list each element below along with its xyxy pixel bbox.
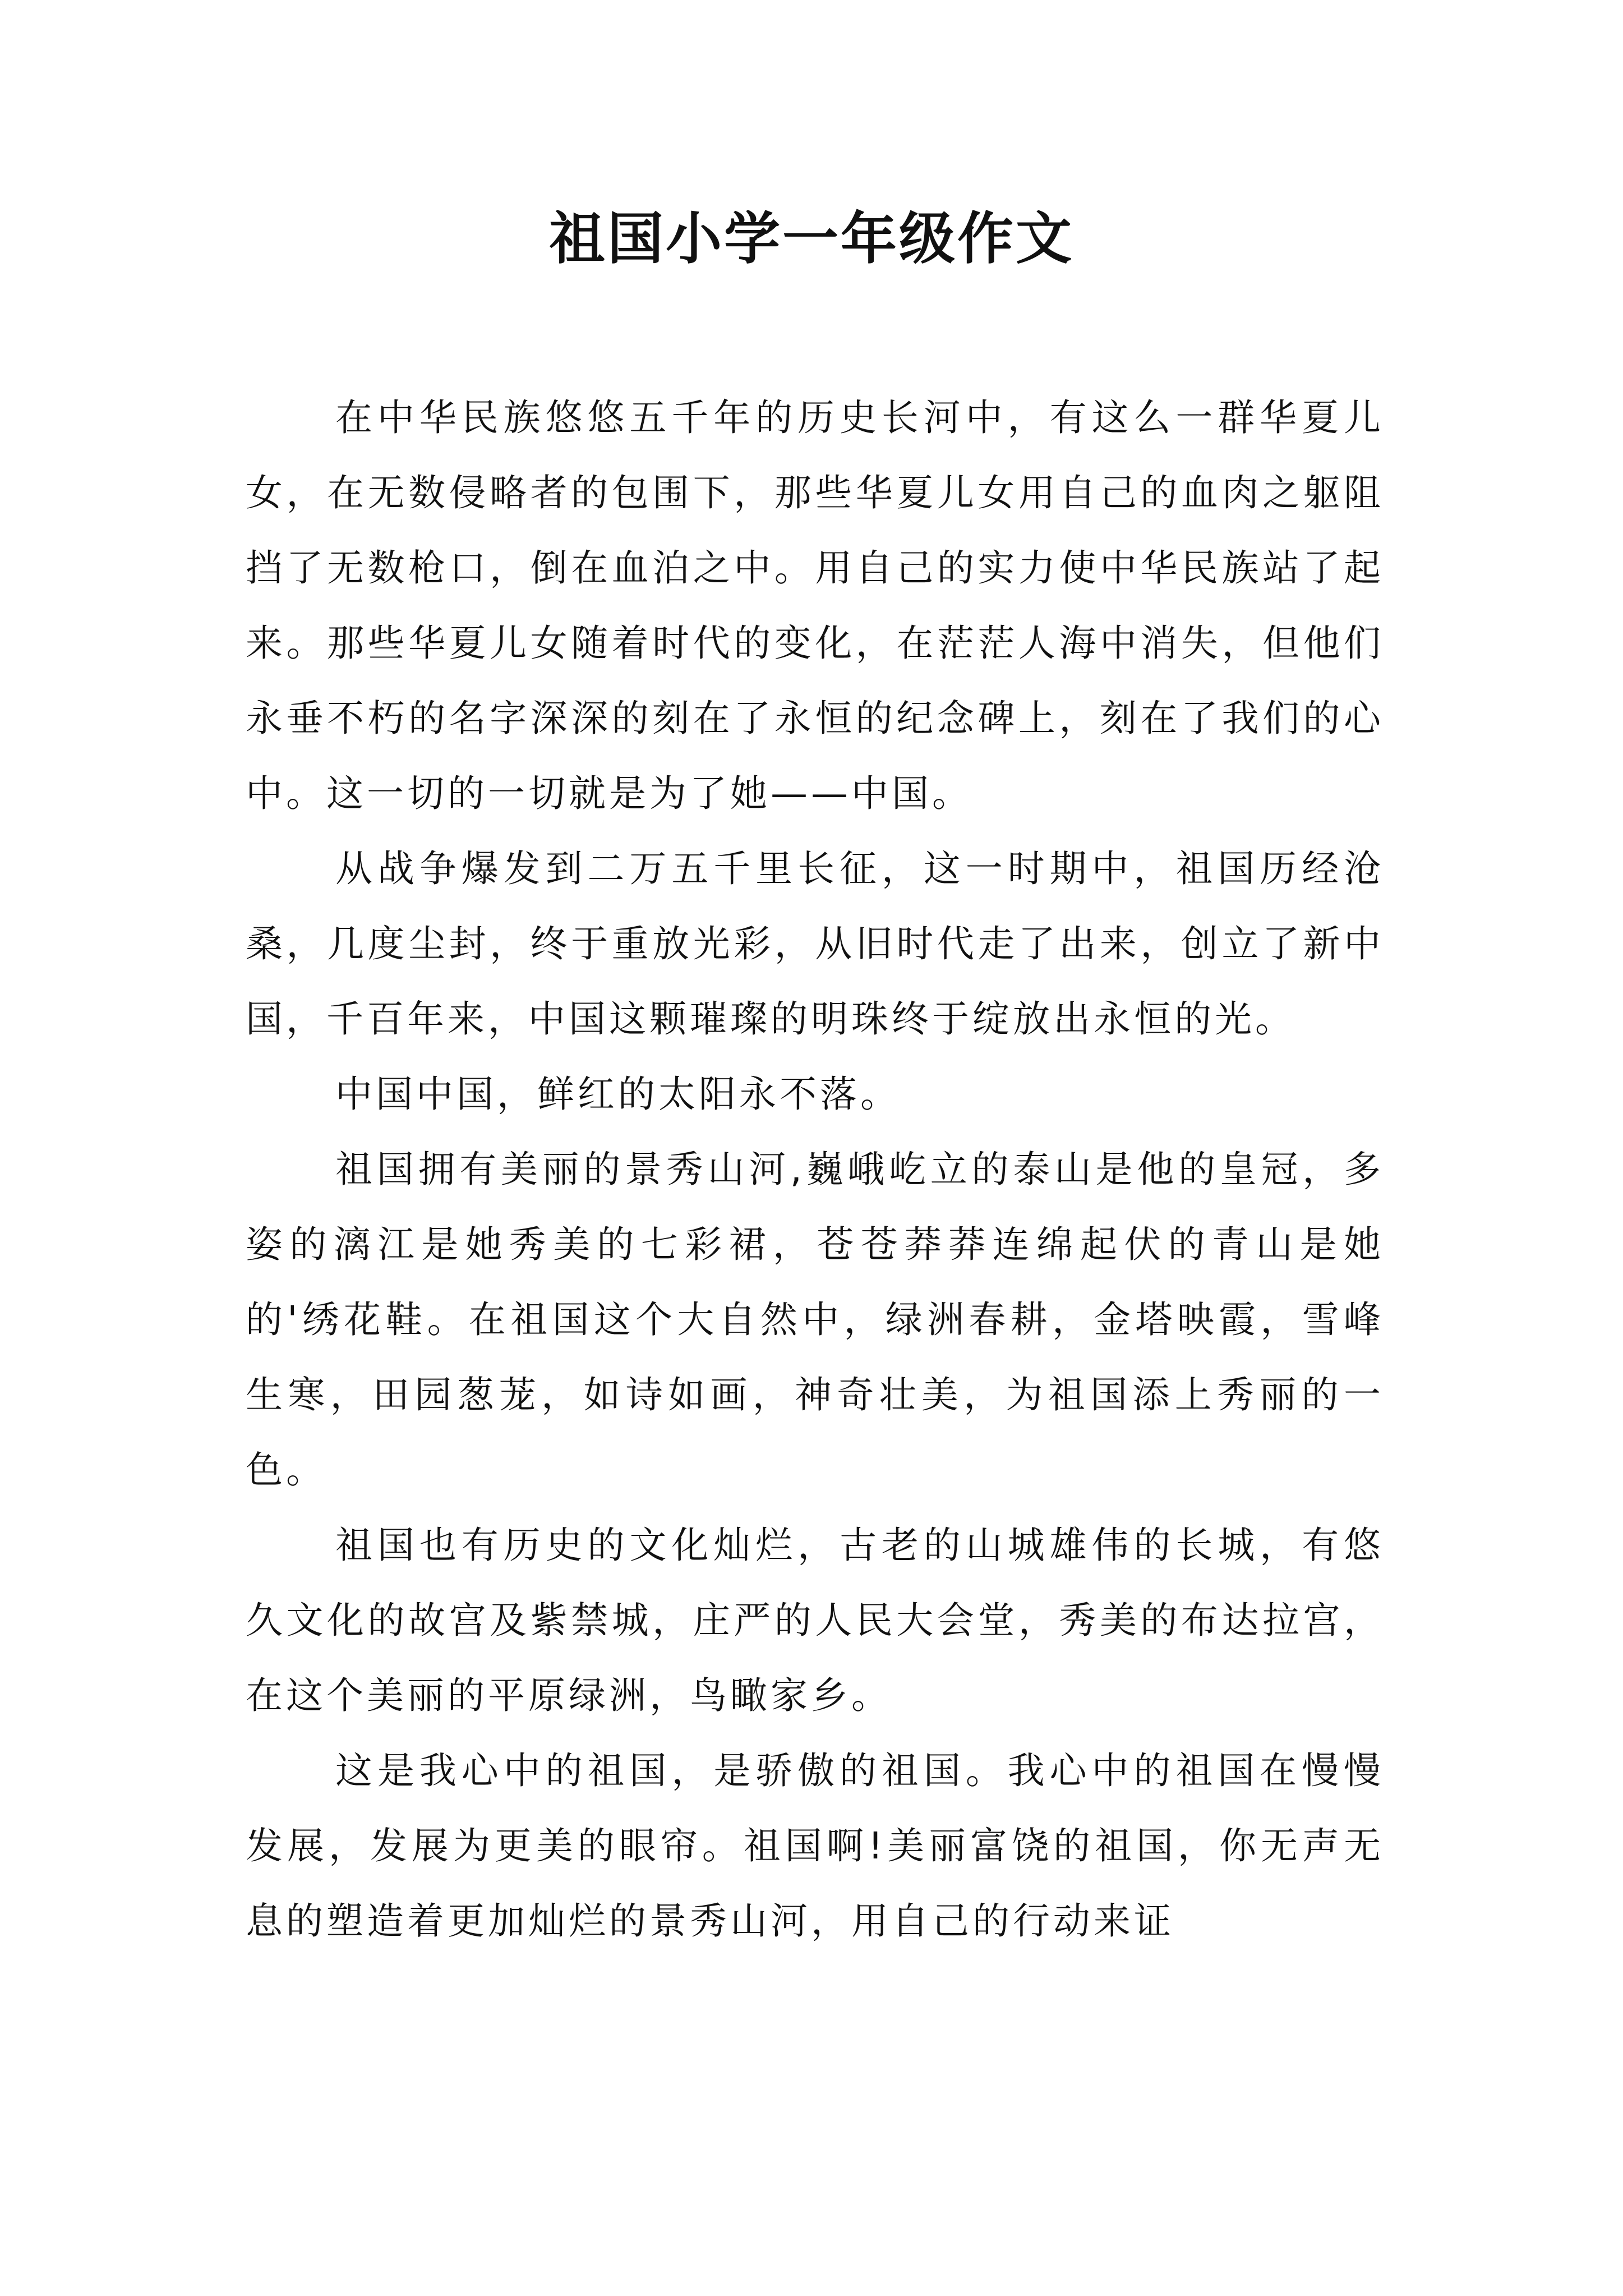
document-title: 祖国小学一年级作文 [549, 205, 1074, 272]
paragraph-5: 祖国也有历史的文化灿烂，古老的山城雄伟的长城，有悠久文化的故宫及紫禁城，庄严的人民大会堂，秀美的布达拉宫，在这个美丽的平原绿洲，鸟瞰家乡。 [246, 1524, 1384, 1717]
paragraph-6: 这是我心中的祖国，是骄傲的祖国。我心中的祖国在慢慢发展，发展为更美的眼帘。祖国啊!美丽富饶的祖国，你无声无息的塑造着更加灿烂的景秀山河，用自己的行动来证 [246, 1749, 1384, 1943]
paragraph-1: 在中华民族悠悠五千年的历史长河中，有这么一群华夏儿女，在无数侵略者的包围下，那些华夏儿女用自己的血肉之躯阻挡了无数枪口，倒在血泊之中。用自己的实力使中华民族站了起来。那些华夏儿女随着时代的变化，在茫茫人海中消失，但他们永垂不朽的名字深深的刻在了永恒的纪念碑上，刻在了我们的心中。这一切的一切就是为了她——中国。 [246, 396, 1384, 815]
paragraph-3: 中国中国，鲜红的太阳永不落。 [335, 1073, 901, 1116]
essay-body [246, 380, 1384, 1959]
paragraph-4: 祖国拥有美丽的景秀山河,巍峨屹立的泰山是他的皇冠，多姿的漓江是她秀美的七彩裙，苍苍莽莽连绵起伏的青山是她的'绣花鞋。在祖国这个大自然中，绿洲春耕，金塔映霞，雪峰生寒，田园葱茏，如诗如画，神奇壮美，为祖国添上秀丽的一色。 [246, 1148, 1384, 1492]
paragraph-2: 从战争爆发到二万五千里长征，这一时期中，祖国历经沧桑，几度尘封，终于重放光彩，从旧时代走了出来，创立了新中国，千百年来，中国这颗璀璨的明珠终于绽放出永恒的光。 [246, 847, 1384, 1041]
